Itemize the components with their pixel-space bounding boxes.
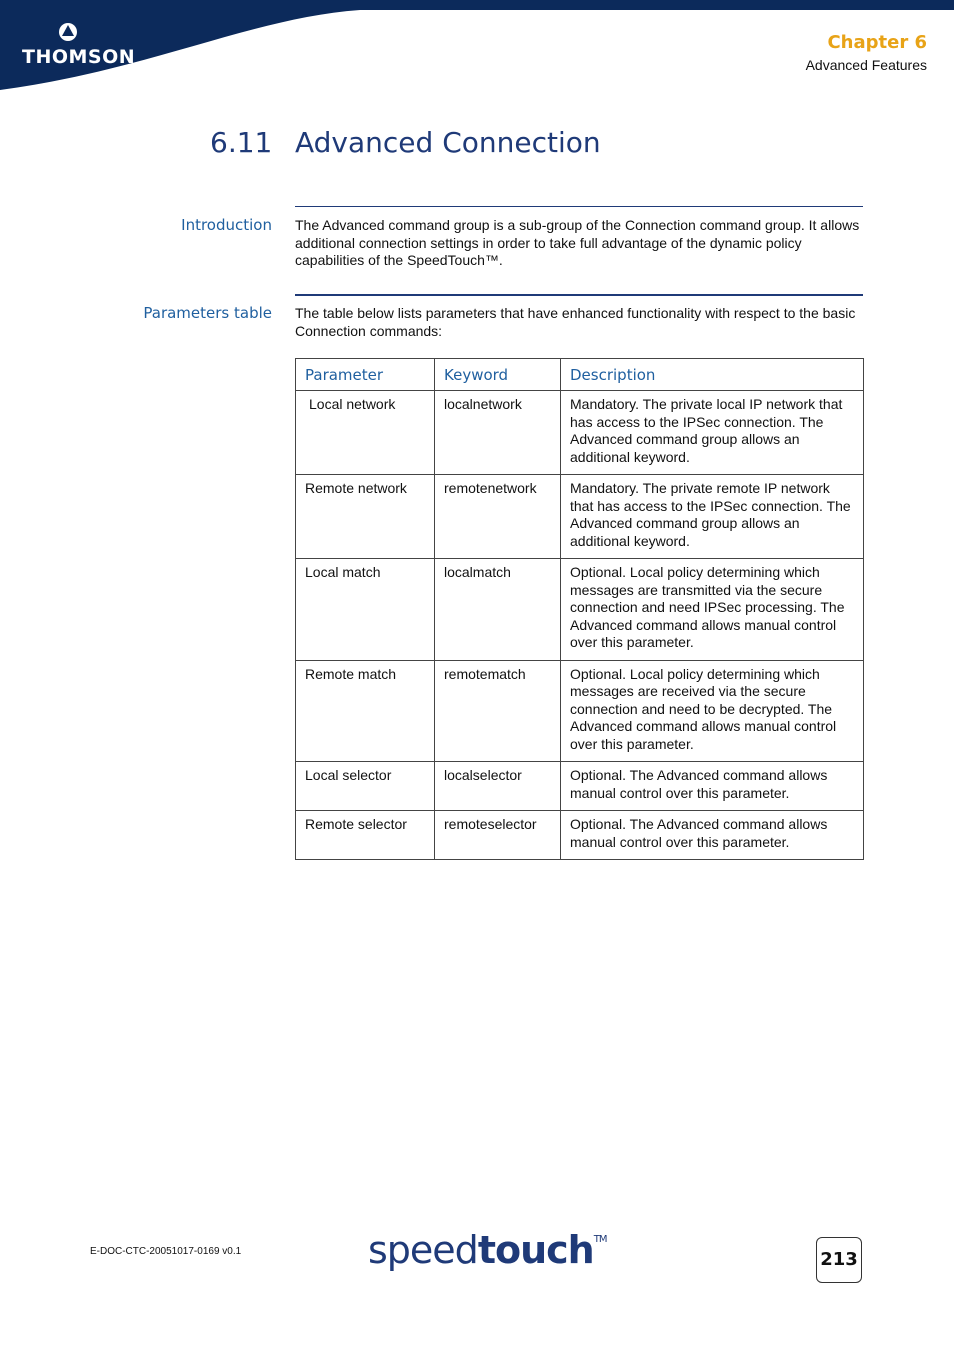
table-row <box>296 559 864 661</box>
page-number: 213 <box>816 1237 862 1283</box>
keyword-cell: remotematch <box>435 660 561 762</box>
parameter-cell: Remote match <box>296 660 435 762</box>
keyword-cell: localmatch <box>435 559 561 661</box>
thomson-logo: THOMSON <box>22 46 136 68</box>
description-cell: Mandatory. The private local IP network that has access to the IPSec connection. The Advanced command group allows an additional keyword. <box>561 391 864 475</box>
keyword-cell: remotenetwork <box>435 475 561 559</box>
table-row <box>296 811 864 860</box>
brand-light: speed <box>368 1228 478 1272</box>
table-header-row <box>296 359 864 391</box>
introduction-text: The Advanced command group is a sub-group of the Connection command group. It allows additional connection settings in order to take full advantage of the dynamic policy capabilities of the SpeedTouch™. <box>295 217 860 268</box>
parameters-rule <box>295 294 863 296</box>
parameter-cell: Remote network <box>296 475 435 559</box>
parameters-table <box>295 358 864 860</box>
introduction-rule <box>295 206 863 207</box>
introduction-label: Introduction <box>181 216 272 234</box>
description-cell: Mandatory. The private remote IP network that has access to the IPSec connection. The Advanced command group allows an additional keyword. <box>561 475 864 559</box>
description-cell: Optional. The Advanced command allows manual control over this parameter. <box>561 762 864 811</box>
speedtouch-logo <box>368 1228 606 1272</box>
column-header-description: Description <box>561 359 864 391</box>
parameter-cell: Local match <box>296 559 435 661</box>
column-header-keyword: Keyword <box>435 359 561 391</box>
section-title-text: Advanced Connection <box>295 126 601 159</box>
table-row <box>296 475 864 559</box>
table-row <box>296 660 864 762</box>
brand-bold: touch <box>477 1228 594 1272</box>
description-cell: Optional. Local policy determining which messages are received via the secure connection and need to be decrypted. The Advanced command allows manual control over this parameter. <box>561 660 864 762</box>
parameter-cell: Local network <box>296 391 435 475</box>
parameter-cell: Local selector <box>296 762 435 811</box>
keyword-cell: localnetwork <box>435 391 561 475</box>
parameter-cell: Remote selector <box>296 811 435 860</box>
keyword-cell: localselector <box>435 762 561 811</box>
chapter-label: Chapter 6 <box>827 32 927 53</box>
chapter-subtitle: Advanced Features <box>805 57 927 73</box>
section-title <box>210 126 601 159</box>
table-row <box>296 762 864 811</box>
column-header-parameter: Parameter <box>296 359 435 391</box>
parameters-text: The table below lists parameters that have enhanced functionality with respect to the basic Connection commands: <box>295 305 856 339</box>
document-id: E-DOC-CTC-20051017-0169 v0.1 <box>90 1246 242 1257</box>
table-row <box>296 391 864 475</box>
description-cell: Optional. Local policy determining which messages are transmitted via the secure connection and need IPSec processing. The Advanced command allows manual control over this parameter. <box>561 559 864 661</box>
description-cell: Optional. The Advanced command allows manual control over this parameter. <box>561 811 864 860</box>
parameters-label: Parameters table <box>143 304 272 322</box>
thomson-emblem-icon <box>57 22 79 42</box>
brand-trademark: TM <box>593 1234 607 1245</box>
keyword-cell: remoteselector <box>435 811 561 860</box>
chapter-heading <box>806 32 927 73</box>
section-number: 6.11 <box>210 126 273 159</box>
